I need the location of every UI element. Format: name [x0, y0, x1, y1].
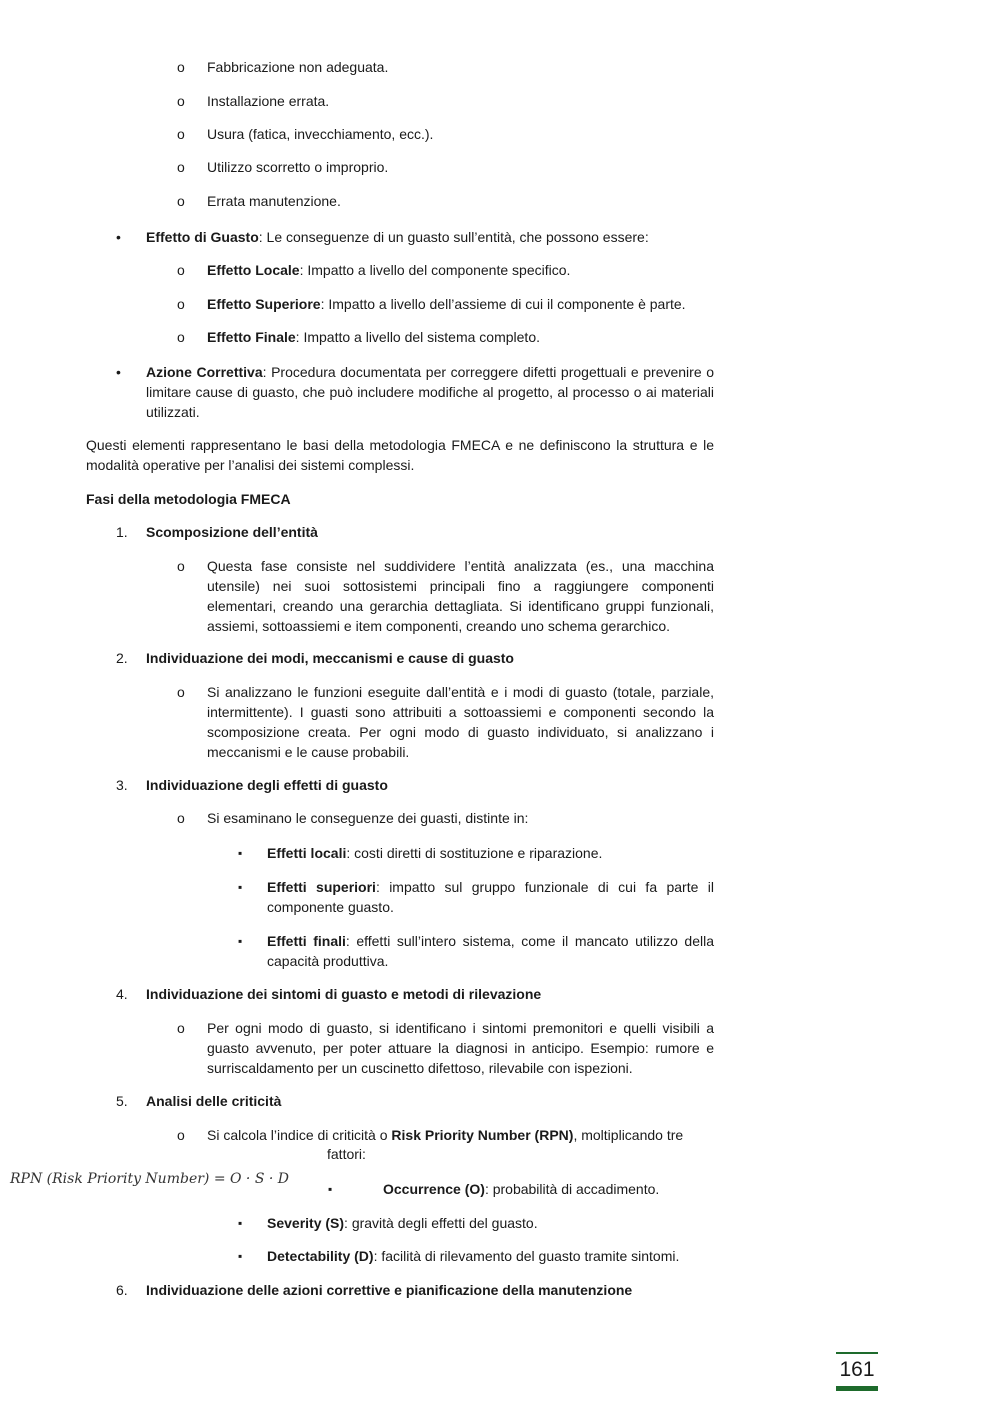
cause-item: Utilizzo scorretto o improprio.: [207, 159, 389, 175]
circle-bullet: o: [177, 296, 185, 312]
circle-bullet: o: [177, 1127, 185, 1143]
factor-desc: : gravità degli effetti del guasto.: [344, 1215, 538, 1231]
phase-number: 1.: [116, 524, 128, 540]
phase-title: Analisi delle criticità: [146, 1093, 282, 1109]
effect-desc: : effetti sull’intero sistema, come il mancato utilizzo della capacità produttiva.: [267, 933, 714, 969]
phase-number: 4.: [116, 986, 128, 1002]
phase-description-continued: fattori:: [327, 1146, 366, 1162]
cause-item: Fabbricazione non adeguata.: [207, 59, 389, 75]
circle-bullet: o: [177, 810, 185, 826]
factor-term: Severity (S): [267, 1215, 345, 1231]
phase-title: Individuazione dei sintomi di guasto e metodi di rilevazione: [146, 986, 542, 1002]
rpn-formula: RPN (Risk Priority Number) = O · S · D: [10, 1171, 290, 1187]
circle-bullet: o: [177, 126, 185, 142]
phase-number: 5.: [116, 1093, 128, 1109]
phase-number: 6.: [116, 1282, 128, 1298]
factor-term: Occurrence (O): [383, 1181, 485, 1197]
effect-term: Effetto Superiore: [207, 296, 321, 312]
circle-bullet: o: [177, 558, 185, 574]
phase-number: 3.: [116, 777, 128, 793]
factor-item: [267, 1213, 538, 1233]
effect-desc: : Impatto a livello del componente specifico.: [299, 262, 571, 278]
circle-bullet: o: [177, 193, 185, 209]
circle-bullet: o: [177, 93, 185, 109]
effect-item: [207, 327, 540, 347]
effect-subitem: [267, 877, 714, 917]
definition-term: Azione Correttiva: [146, 364, 263, 380]
cause-item: Usura (fatica, invecchiamento, ecc.).: [207, 126, 434, 142]
effect-desc: : costi diretti di sostituzione e riparazione.: [346, 845, 603, 861]
square-bullet: ▪: [238, 1216, 243, 1230]
effect-term: Effetti locali: [267, 845, 347, 861]
circle-bullet: o: [177, 159, 185, 175]
phase-description: Si calcola l’indice di criticità o Risk Priority Number (RPN), moltiplicando tre: [207, 1127, 684, 1143]
definition-desc: : Le conseguenze di un guasto sull’entità, che possono essere:: [258, 229, 649, 245]
circle-bullet: o: [177, 59, 185, 75]
section-heading: Fasi della metodologia FMECA: [86, 491, 291, 507]
cause-item: Errata manutenzione.: [207, 193, 341, 209]
circle-bullet: o: [177, 329, 185, 345]
definition-desc: : Procedura documentata per correggere difetti progettuali e prevenire o limitare cause di guasto, che può includere modifiche al progetto, al processo o ai materiali utilizzati.: [146, 364, 714, 420]
square-bullet: ▪: [328, 1182, 333, 1196]
page-number-rule-bottom: [836, 1386, 878, 1391]
square-bullet: ▪: [238, 934, 243, 948]
phase-description: Questa fase consiste nel suddividere l’entità analizzata (es., una macchina utensile) nei suoi sottosistemi principali fino a raggiungere componenti elementari, creando una gerarchia dettagliata. Si identificano gruppi funzionali, assiemi, sottoassiemi e item componenti, creando uno schema gerarchico.: [207, 558, 714, 634]
phase-description: Si esaminano le conseguenze dei guasti, distinte in:: [207, 810, 529, 826]
factor-desc: : facilità di rilevamento del guasto tramite sintomi.: [373, 1248, 680, 1264]
definition-effetto-guasto: [146, 227, 714, 247]
square-bullet: ▪: [238, 880, 243, 894]
factor-desc: : probabilità di accadimento.: [484, 1181, 660, 1197]
effect-term: Effetto Finale: [207, 329, 296, 345]
page-number: 161: [839, 1358, 875, 1381]
phase-title: Scomposizione dell’entità: [146, 524, 318, 540]
effect-term: Effetto Locale: [207, 262, 300, 278]
factor-term: Detectability (D): [267, 1248, 374, 1264]
effect-subitem: [267, 843, 714, 863]
effect-desc: : Impatto a livello del sistema completo.: [295, 329, 541, 345]
dot-bullet: •: [116, 229, 121, 245]
page-number-block: [836, 1352, 878, 1394]
factor-item: [267, 1246, 679, 1266]
phase-title: Individuazione dei modi, meccanismi e cause di guasto: [146, 650, 514, 666]
summary-paragraph: Questi elementi rappresentano le basi della metodologia FMECA e ne definiscono la struttura e le modalità operative per l’analisi dei sistemi complessi.: [86, 437, 714, 473]
phase-number: 2.: [116, 650, 128, 666]
effect-subitem: [267, 931, 714, 971]
cause-item: Installazione errata.: [207, 93, 330, 109]
rpn-term: Risk Priority Number (RPN): [391, 1127, 574, 1143]
factor-item: [383, 1179, 659, 1199]
definition-term: Effetto di Guasto: [146, 229, 259, 245]
square-bullet: ▪: [238, 846, 243, 860]
page-number-rule-top: [836, 1352, 878, 1354]
phase-title: Individuazione delle azioni correttive e pianificazione della manutenzione: [146, 1282, 633, 1298]
effect-item: [207, 260, 570, 280]
circle-bullet: o: [177, 262, 185, 278]
phase-title: Individuazione degli effetti di guasto: [146, 777, 388, 793]
effect-item: [207, 294, 686, 314]
phase-description: Per ogni modo di guasto, si identificano i sintomi premonitori e quelli visibili a guasto avvenuto, per poter attuare la diagnosi in anticipo. Esempio: rumore e surriscaldamento per un cuscinetto difettoso, rilevabile con ispezioni.: [207, 1020, 714, 1076]
phase-description: Si analizzano le funzioni eseguite dall’entità e i modi di guasto (totale, parziale, intermittente). I guasti sono attribuiti a sottoassiemi e componenti secondo la scomposizione creata. Per ogni modo di guasto individuato, si analizzano i meccanismi e le cause probabili.: [207, 684, 714, 760]
circle-bullet: o: [177, 1020, 185, 1036]
effect-term: Effetti superiori: [267, 879, 376, 895]
effect-desc: : Impatto a livello dell’assieme di cui il componente è parte.: [320, 296, 686, 312]
effect-desc: : impatto sul gruppo funzionale di cui fa parte il componente guasto.: [267, 879, 714, 915]
dot-bullet: •: [116, 364, 121, 380]
square-bullet: ▪: [238, 1249, 243, 1263]
definition-azione-correttiva: [146, 362, 714, 422]
circle-bullet: o: [177, 684, 185, 700]
effect-term: Effetti finali: [267, 933, 346, 949]
